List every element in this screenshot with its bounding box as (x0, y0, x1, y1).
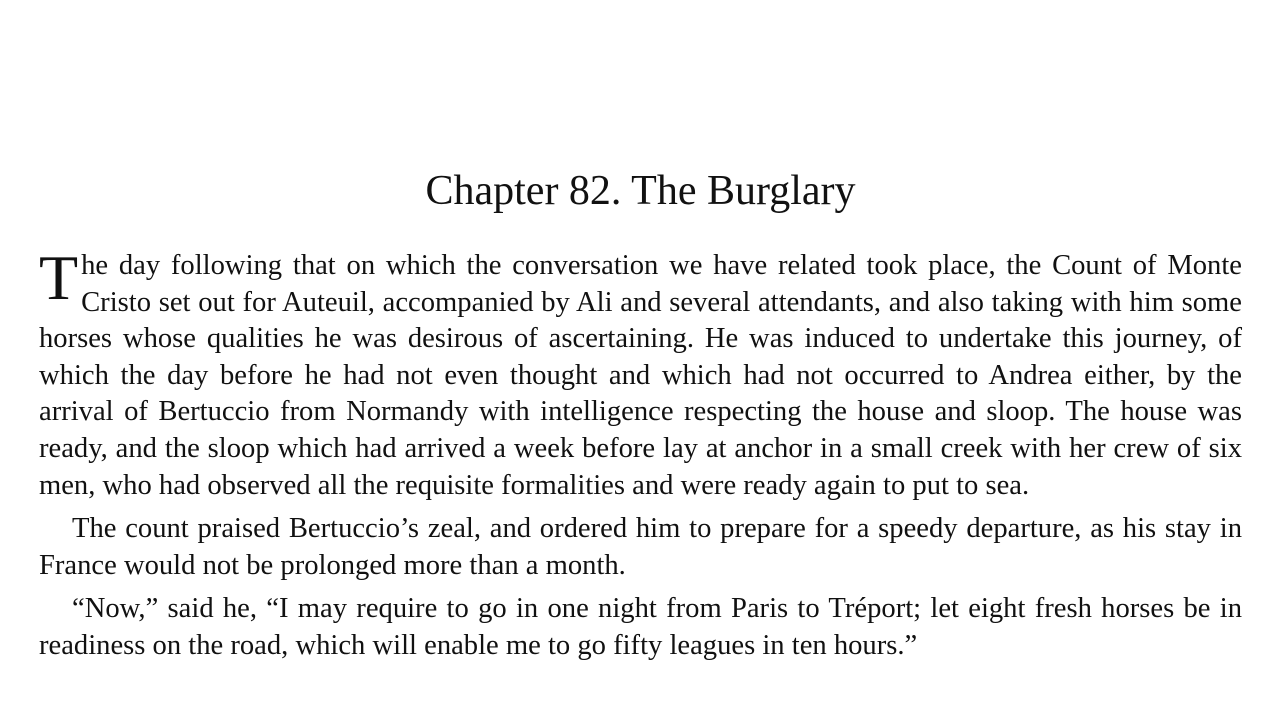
paragraph-1 (39, 242, 1242, 504)
paragraph-1-text: he day following that on which the conversation we have related took place, the Count of Monte Cristo set out for Auteuil, accompanied by Ali and several attendants, and also taking with him some horses whose qualities he was desirous of ascertaining. He was induced to undertake this journey, of which the day before he had not even thought and which had not occurred to Andrea either, by the arrival of Bertuccio from Normandy with intelligence respecting the house and sloop. The house was ready, and the sloop which had arrived a week before lay at anchor in a small creek with her crew of six men, who had observed all the requisite formalities and were ready again to put to sea. (39, 250, 1242, 501)
chapter-title: Chapter 82. The Burglary (425, 168, 856, 214)
paragraph-3: “Now,” said he, “I may require to go in one night from Paris to Tréport; let eight fresh horses be in readiness on the road, which will enable me to go fifty leagues in ten hours.” (39, 593, 1242, 661)
chapter-body (39, 242, 1242, 672)
paragraph-2: The count praised Bertuccio’s zeal, and ordered him to prepare for a speedy departure, as his stay in France would not be prolonged more than a month. (39, 513, 1242, 581)
drop-cap: T (39, 242, 79, 313)
